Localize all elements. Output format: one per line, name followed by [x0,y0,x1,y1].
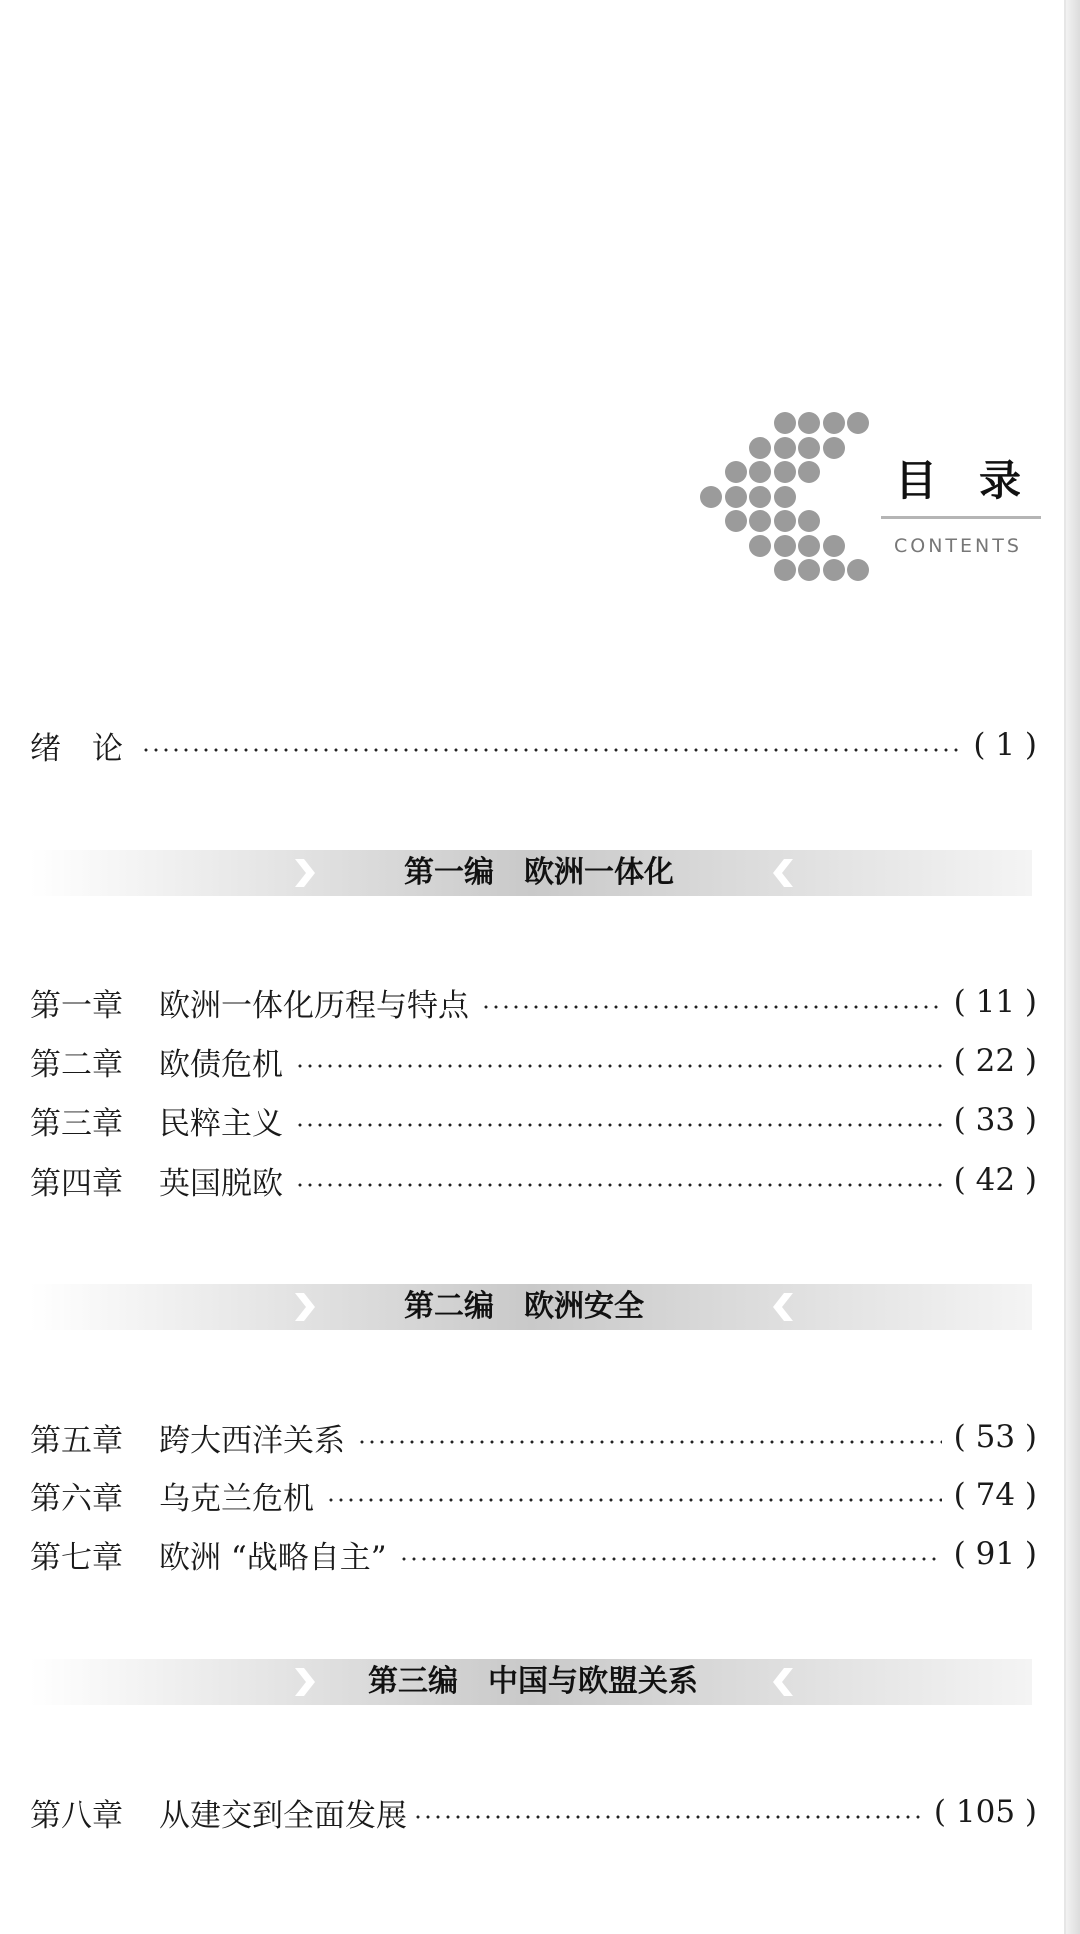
toc-entry-label: 第八章 [30,1797,123,1834]
logo-dot [847,412,869,434]
logo-dot [749,510,771,532]
logo-dot [774,461,796,483]
toc-page-number: ( 42 ) [953,1162,1037,1198]
logo-dot [725,486,747,508]
chevron-right-icon [295,1293,315,1321]
toc-entry-title: 英国脱欧 [159,1165,283,1202]
toc-page-number: ( 22 ) [953,1043,1037,1079]
dot-leader [295,1123,942,1127]
logo-dot [774,486,796,508]
logo-dot [774,437,796,459]
toc-entry-title: 欧洲一体化历程与特点 [159,987,469,1024]
logo-dot [823,437,845,459]
contents-title-divider [881,516,1041,519]
toc-entry-title: 欧债危机 [159,1046,283,1083]
page-edge [1066,0,1080,1934]
toc-page-number: ( 1 ) [973,727,1037,763]
logo-dot [798,535,820,557]
toc-page-number: ( 105 ) [933,1794,1037,1830]
logo-dot [774,510,796,532]
logo-dot [749,437,771,459]
toc-page-number: ( 91 ) [953,1536,1037,1572]
dot-leader [326,1498,942,1502]
toc-entry-chapter-4[interactable] [30,1156,1037,1204]
logo-dot [774,412,796,434]
logo-dot [700,486,722,508]
logo-dot [823,412,845,434]
toc-entry-label: 第三章 [30,1105,123,1142]
toc-entry-title: 欧洲 “战略自主” [159,1539,387,1576]
dot-leader [357,1440,942,1444]
logo-dot [798,437,820,459]
logo-dot [774,535,796,557]
dot-leader [399,1557,942,1561]
logo-dot [823,535,845,557]
toc-entry-label: 第六章 [30,1480,123,1517]
dot-leader [413,1815,922,1819]
toc-entry-chapter-1[interactable] [30,978,1037,1026]
toc-entry-label: 第五章 [30,1422,123,1459]
dot-leader [295,1064,942,1068]
toc-entry-label: 第四章 [30,1165,123,1202]
logo-dot [749,535,771,557]
part-heading-3[interactable] [30,1659,1032,1705]
part-heading-1[interactable] [30,850,1032,896]
logo-dot [847,559,869,581]
chevron-right-icon [295,1668,315,1696]
toc-entry-chapter-7[interactable] [30,1530,1037,1578]
toc-entry-chapter-3[interactable] [30,1096,1037,1144]
logo-dot [725,461,747,483]
toc-entry-label: 第二章 [30,1046,123,1083]
chevron-left-icon [773,1293,793,1321]
toc-entry-chapter-8[interactable] [30,1788,1037,1836]
dot-leader [295,1183,942,1187]
chevron-right-icon [295,859,315,887]
contents-title: 目 录 [895,456,1022,505]
toc-page-number: ( 74 ) [953,1477,1037,1513]
chevron-left-icon [773,1668,793,1696]
part-heading-2[interactable] [30,1284,1032,1330]
logo-dot [798,510,820,532]
toc-page-number: ( 11 ) [953,984,1037,1020]
logo-dot [725,510,747,532]
dot-leader [481,1005,942,1009]
toc-entry-title: 乌克兰危机 [159,1480,314,1517]
logo-dot [774,559,796,581]
part-title: 第一编 欧洲一体化 [404,855,674,890]
logo-dot [798,559,820,581]
toc-page-number: ( 53 ) [953,1419,1037,1455]
logo-dot [798,412,820,434]
toc-entry-label: 绪 论 [30,730,123,767]
toc-entry-intro[interactable] [30,721,1037,769]
part-title: 第三编 中国与欧盟关系 [368,1664,698,1699]
toc-entry-chapter-6[interactable] [30,1471,1037,1519]
toc-entry-title: 民粹主义 [159,1105,283,1142]
contents-subtitle: CONTENTS [894,535,1022,557]
logo-dot [749,486,771,508]
toc-entry-label: 第一章 [30,987,123,1024]
toc-entry-chapter-2[interactable] [30,1037,1037,1085]
logo-dot [798,461,820,483]
chevron-left-icon [773,859,793,887]
toc-entry-chapter-5[interactable] [30,1413,1037,1461]
logo-dot [823,559,845,581]
toc-page-number: ( 33 ) [953,1102,1037,1138]
toc-entry-title: 从建交到全面发展 [159,1797,407,1834]
toc-entry-title: 跨大西洋关系 [159,1422,345,1459]
dot-leader [141,748,961,752]
logo-dot [749,461,771,483]
part-title: 第二编 欧洲安全 [404,1289,644,1324]
toc-entry-label: 第七章 [30,1539,123,1576]
